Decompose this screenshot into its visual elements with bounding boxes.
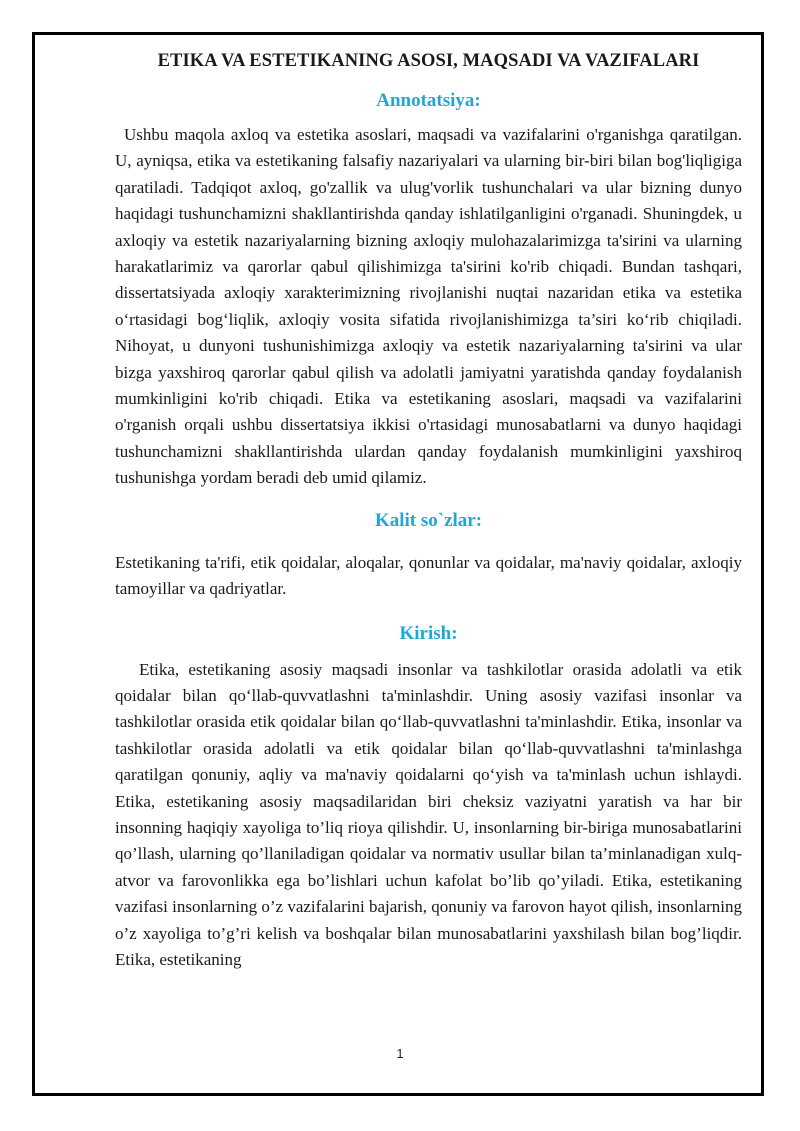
article-title: ETIKA VA ESTETIKANING ASOSI, MAQSADI VA VAZIFALARI bbox=[157, 51, 700, 71]
page-number: 1 bbox=[396, 1046, 404, 1061]
introduction-heading: Kirish: bbox=[399, 622, 458, 644]
keywords-text: Estetikaning ta'rifi, etik qoidalar, aloqalar, qonunlar va qoidalar, ma'naviy qoidalar, axloqiy tamoyillar va qadriyatlar. bbox=[115, 552, 742, 599]
keywords-heading: Kalit so`zlar: bbox=[374, 509, 483, 531]
introduction-text: Etika, estetikaning asosiy maqsadi insonlar va tashkilotlar orasida adolatli va etik qoidalar bilan qo‘llab-quvvatlashni ta'minlashdir. Uning asosiy vazifasi insonlar va tashkilotlar orasida etik qoidalar bilan qo‘llab-quvvatlashni ta'minlashdir. Etika, insonlar va tashkilotlar orasida adolatli va etik qoidalar bilan qo‘llab-quvvatlashni ta'minlashga qaratilgan qonuniy, aqliy va ma'naviy qoidalarni qo‘yish va ta'minlash uchun ishlaydi. Etika, estetikaning asosiy maqsadilaridan biri cheksiz vaziyatni yaratish va har bir insonning haqiqiy xayoliga to’liq rioya qilishdir. U, insonlarning bir-biriga munosabatlarini qo’llash, ularning qo’llaniladigan qoidalar va normativ usullar bilan ta’minlanadigan xulq-atvor va farovonlikka ega bo’lishlari uchun kafolat bo’lib qo’yiladi. Etika, estetikaning vazifasi insonlarning o’z vazifalarini bajarish, qonuniy va farovon hayot qilish, insonlarning o’z xayoliga to’g’ri kelish va boshqalar bilan munosabatlarini yaxshilash bilan bog’liqdir. Etika, estetikaning bbox=[115, 659, 742, 969]
article-body bbox=[115, 48, 742, 973]
abstract-heading: Annotatsiya: bbox=[376, 90, 481, 111]
abstract-text: Ushbu maqola axloq va estetika asoslari, maqsadi va vazifalarini o'rganishga qaratilgan. U, ayniqsa, etika va estetikaning falsafiy nazariyalari va ularning bir-biri bilan bog'liqligiga qaratiladi. Tadqiqot axloq, go'zallik va ulug'vorlik tushunchalari va ular bizning dunyo haqidagi tushunchamizni shakllantirishda qanday ishlatilganligini o'rganadi. Shuningdek, u axloqiy va estetik nazariyalarning bizning axloqiy mulohazalarimizga ta'sirini va ularning harakatlarimiz va qarorlar qabul qilishimizga ta'sirini ko'rib chiqadi. Bundan tashqari, dissertatsiyada axloqiy xarakterimizning rivojlanishi nuqtai nazaridan etika va estetika o‘rtasidagi bog‘liqlik, axloqiy vosita sifatida rivojlanishimizga ta’siri ko‘rib chiqiladi. Nihoyat, u dunyoni tushunishimizga axloqiy va estetik nazariyalarning ta'sirini va ular bizga yaxshiroq qarorlar qabul qilish va adolatli jamiyatni yaratishda qanday foydalanish mumkinligini ko'rib chiqadi. Etika va estetikaning asoslari, maqsadi va vazifalarini o'rganish orqali ushbu dissertatsiya ikkisi o'rtasidagi munosabatlarni va dunyo haqidagi tushunchamizni shakllantirishda ulardan qanday foydalanish mumkinligini yaxshiroq tushunishga yordam beradi deb umid qilamiz. bbox=[115, 125, 742, 488]
